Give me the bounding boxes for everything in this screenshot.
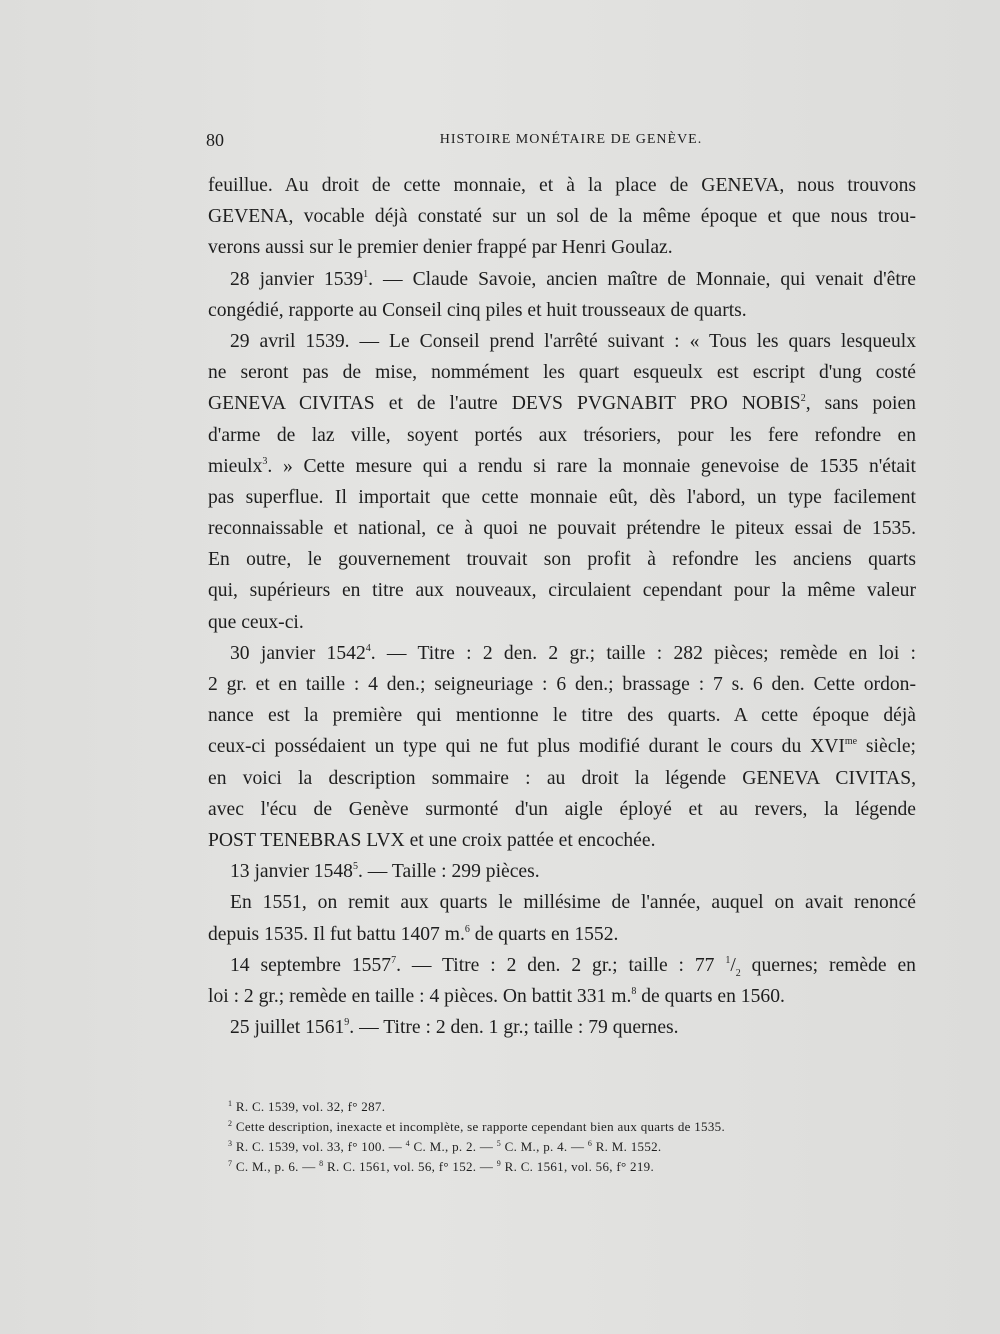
text-line: 14 septembre 1557$^7$. — Titre : 2 den. 2 gr.; taille : 77 $^1/_2$ quernes; remède en (230, 954, 916, 979)
text-line: congédié, rapporte au Conseil cinq piles et huit trousseaux de quarts. (208, 299, 747, 321)
fraction-numerator: 1 (725, 954, 731, 966)
text-line: 28 janvier 1539$^1$. — Claude Savoie, ancien maître de Monnaie, qui venait d'être (230, 268, 916, 290)
page-number: 80 (206, 130, 224, 150)
footnote-ref: 1 (363, 268, 369, 280)
text-line: En 1551, on remit aux quarts le millésime de l'année, auquel on avait renoncé (230, 892, 916, 914)
footnote-ref: 5 (352, 861, 358, 873)
text-line: loi : 2 gr.; remède en taille : 4 pièces. On battit 331 m.$^8$ de quarts en 1560. (208, 985, 785, 1007)
text-line: ne seront pas de mise, nommément les quart esqueulx est escript d'ung costé (208, 362, 916, 384)
text-line: mieulx$^3$. » Cette mesure qui a rendu si rare la monnaie genevoise de 1535 n'était (208, 455, 916, 477)
running-title: HISTOIRE MONÉTAIRE DE GENÈVE. (439, 132, 703, 147)
text-line: qui, supérieurs en titre aux nouveaux, circulaient cependant pour la même valeur (208, 580, 916, 602)
text-line: reconnaissable et national, ce à quoi ne pouvait prétendre le piteux essai de 1535. (208, 518, 916, 540)
footnote: $^7$ C. M., p. 6. — $^8$ R. C. 1561, vol. 56, f° 152. — $^9$ R. C. 1561, vol. 56, f° 219. (228, 1159, 655, 1174)
footnote-ref: 3 (262, 455, 268, 467)
page-header (206, 130, 916, 158)
footnote-mark: 8 (319, 1159, 324, 1168)
footnote-mark: 5 (496, 1139, 502, 1148)
text-line: 30 janvier 1542$^4$. — Titre : 2 den. 2 gr.; taille : 282 pièces; remède en loi : (230, 642, 916, 664)
footnote-mark: 1 (228, 1099, 233, 1108)
footnote-ref: 7 (391, 954, 397, 966)
footnote: $^2$ Cette description, inexacte et incomplète, se rapporte cependant bien aux quarts de 1535. (228, 1119, 725, 1134)
superscript: me (844, 736, 858, 748)
text-line: 13 janvier 1548$^5$. — Taille : 299 pièces. (230, 861, 540, 883)
text-line: nance est la première qui mentionne le titre des quarts. A cette époque déjà (208, 705, 916, 727)
footnote: $^1$ R. C. 1539, vol. 32, f° 287. (228, 1099, 386, 1114)
text-line: en voici la description sommaire : au droit la légende GENEVA CIVITAS, (208, 767, 916, 789)
text-line: 25 juillet 1561$^9$. — Titre : 2 den. 1 gr.; taille : 79 quernes. (230, 1017, 679, 1039)
footnote-mark: 2 (228, 1119, 233, 1128)
footnote-ref: 4 (365, 642, 371, 654)
text-line: En outre, le gouvernement trouvait son profit à refondre les anciens quarts (208, 549, 916, 571)
fraction-denominator: 2 (735, 967, 741, 979)
footnote-mark: 4 (405, 1139, 410, 1148)
text-line: 2 gr. et en taille : 4 den.; seigneuriage : 6 den.; brassage : 7 s. 6 den. Cette ordon- (208, 674, 916, 695)
text-line: avec l'écu de Genève surmonté d'un aigle éployé et au revers, la légende (208, 798, 916, 820)
text-line: GEVENA, vocable déjà constaté sur un sol de la même époque et que nous trou- (208, 206, 916, 228)
text-line: que ceux-ci. (208, 611, 304, 633)
footnote: $^3$ R. C. 1539, vol. 33, f° 100. — $^4$ C. M., p. 2. — $^5$ C. M., p. 4. — $^6$ R. M. 1552. (228, 1139, 662, 1154)
text-line: ceux-ci possédaient un type qui ne fut plus modifié durant le cours du $XVI^{me}$ siècle; (208, 736, 916, 758)
text-line: verons aussi sur le premier denier frappé par Henri Goulaz. (208, 237, 673, 259)
text-line: 29 avril 1539. — Le Conseil prend l'arrêté suivant : « Tous les quars lesqueulx (230, 330, 916, 352)
text-line: d'arme de laz ville, soyent portés aux trésoriers, pour les fere refondre en (208, 424, 916, 446)
footnotes (228, 1097, 908, 1177)
body-text (208, 170, 916, 1043)
footnote-mark: 3 (228, 1139, 233, 1148)
footnote-ref: 6 (464, 923, 470, 935)
footnote-ref: 2 (800, 393, 806, 405)
footnote-mark: 9 (496, 1159, 502, 1168)
footnote-ref: 8 (631, 985, 637, 997)
footnote-ref: 9 (344, 1017, 350, 1029)
text-line: POST TENEBRAS LVX et une croix pattée et encochée. (208, 829, 656, 851)
text-line: pas superflue. Il importait que cette monnaie eût, dès l'abord, un type facilement (208, 486, 916, 508)
text-line: feuillue. Au droit de cette monnaie, et à la place de GENEVA, nous trouvons (208, 175, 916, 196)
footnote-mark: 7 (228, 1159, 233, 1168)
text-line: GENEVA CIVITAS et de l'autre DEVS PVGNABIT PRO NOBIS$^2$, sans poien (208, 393, 916, 415)
footnote-mark: 6 (587, 1139, 593, 1148)
text-line: depuis 1535. Il fut battu 1407 m.$^6$ de quarts en 1552. (208, 923, 619, 945)
